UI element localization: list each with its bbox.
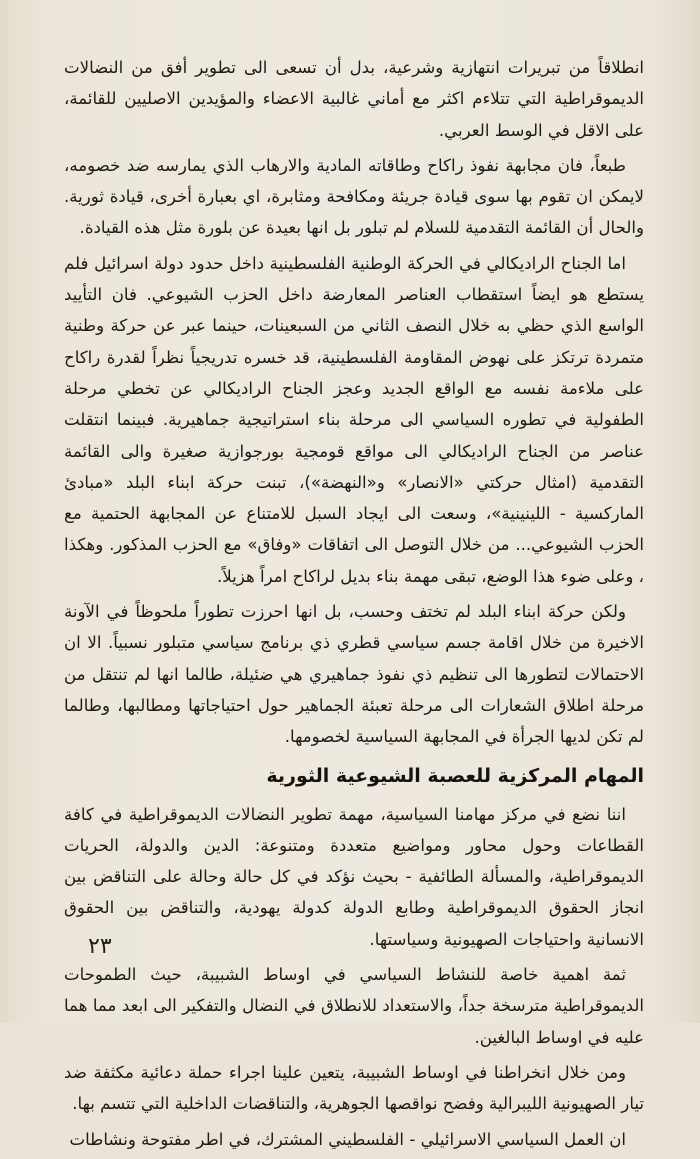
paragraph-8: ان العمل السياسي الاسرائيلي - الفلسطيني المشترك، في اطر مفتوحة ونشاطات (69, 1129, 626, 1149)
paragraph-1: انطلاقاً من تبريرات انتهازية وشرعية، بدل أن تسعى الى تطوير أفق من النضالات الديموقراطية التي تتلاءم اكثر مع أماني غالبية الاعضاء والمؤيدين الاصليين للقائمة، على الاقل في الوسط العربي. (64, 58, 644, 140)
section-heading: المهام المركزية للعصبة الشيوعية الثورية (266, 764, 644, 787)
paragraph-2: طبعاً، فان مجابهة نفوذ راكاح وطاقاته المادية والارهاب الذي يمارسه ضد خصومه، لايمكن ان تقوم بها سوى قيادة جريئة ومكافحة ومثابرة، اي بعبارة أخرى، قيادة ثورية. والحال أن القائمة التقدمية للسلام لم تبلور بل انها بعيدة عن بلورة مثل هذه القيادة. (64, 155, 644, 238)
paragraph-4: ولكن حركة ابناء البلد لم تختف وحسب، بل انها احرزت تطوراً ملحوظاً في الآونة الاخيرة من خلال اقامة جسم سياسي قطري ذي برنامج سياسي متبلور نسبياً. الا ان الاحتمالات لتطورها الى تنظيم ذي نفوذ جماهيري هي ضئيلة، طالما انها لم تنتقل من مرحلة اطلاق الشعارات الى مرحلة تعبئة الجماهير حول احتياجاتها ومطالبها، وطالما لم تكن لديها الجرأة في المجابهة السياسية لخصومها. (64, 602, 644, 747)
body-text (64, 52, 644, 1159)
paragraph-3: اما الجناح الراديكالي في الحركة الوطنية الفلسطينية داخل حدود دولة اسرائيل فلم يستطع هو ايضاً استقطاب العناصر المعارضة داخل الحزب الشيوعي. فان التأييد الواسع الذي حظي به خلال النصف الثاني من السبعينات، حينما عبر عن حركة وطنية متمردة ترتكز على نهوض المقاومة الفلسطينية، قد خسره تدريجياً نظراً لقدرة راكاح على ملاءمة نفسه مع الواقع الجديد وعجز الجناح الراديكالي عن تخطي مرحلة الطفولية في تطوره السياسي الى مرحلة بناء استراتيجية جماهيرية. فبينما انتقلت عناصر من الجناح الراديكالي الى مواقع قومجية بورجوازية صغيرة والى القائمة التقدمية (امثال حركتي «الانصار» و«النهضة»)، تبنت حركة ابناء البلد «مبادئ الماركسية - اللينينية»، وسعت الى ايجاد السبل للامتناع عن المجابهة الحتمية مع الحزب الشيوعي... من خلال التوصل الى اتفاقات «وفاق» مع الحزب المذكور. وهكذا ، وعلى ضوء هذا الوضع، تبقى مهمة بناء بديل لراكاح امراً هزيلاً. (64, 253, 644, 586)
page-number: ٢٣ (88, 934, 112, 959)
paragraph-5: اننا نضع في مركز مهامنا السياسية، مهمة تطوير النضالات الديموقراطية في كافة القطاعات وحول محاور ومواضيع متعددة ومتنوعة: الدين والدولة، الحريات الديموقراطية، والمسألة الطائفية - بحيث نؤكد في كل حالة وحالة على التناقض بين انجاز الحقوق الديموقراطية وطابع الدولة كدولة يهودية، والتناقض بين الحقوق الانسانية واحتياجات الصهيونية وسياستها. (64, 804, 644, 949)
paragraph-6: ثمة اهمية خاصة للنشاط السياسي في اوساط الشبيبة، حيث الطموحات الديموقراطية مترسخة جداً، والاستعداد للانطلاق في النضال والتفكير الى ابعد مما هما عليه في اوساط البالغين. (64, 965, 644, 1047)
paragraph-7: ومن خلال انخراطنا في اوساط الشبيبة، يتعين علينا اجراء حملة دعائية مكثفة ضد تيار الصهيونية الليبرالية وفضح نواقصها الجوهرية، والتناقضات الداخلية التي تتسم بها. (64, 1062, 644, 1114)
